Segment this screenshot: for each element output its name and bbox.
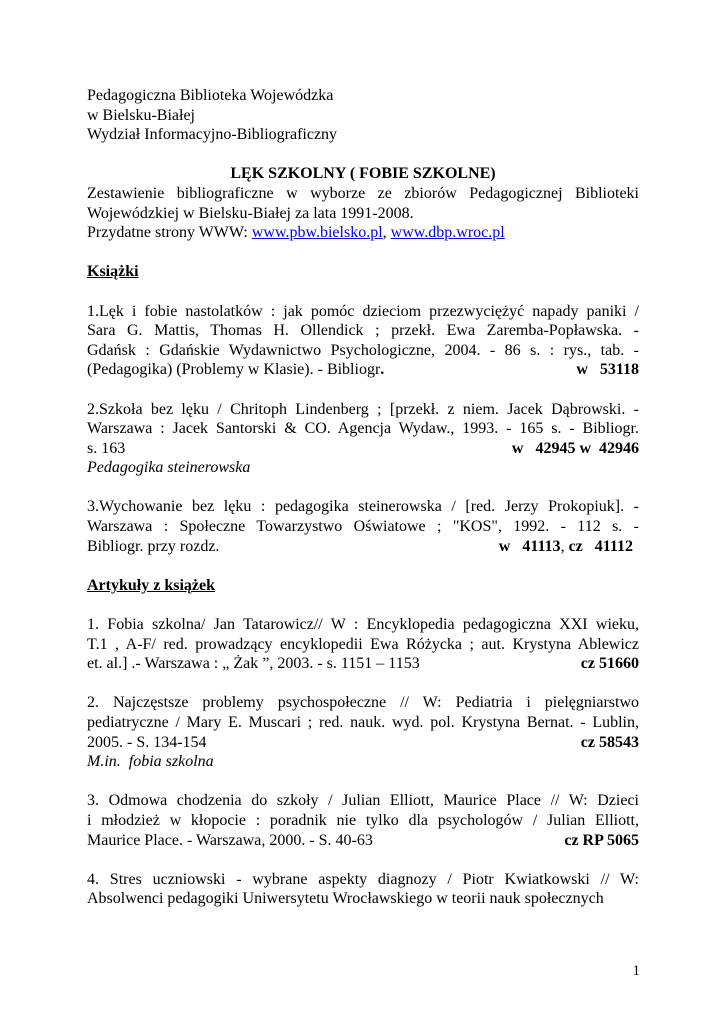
link-pbw[interactable]: www.pbw.bielsko.pl [251,224,383,242]
book-3-text: Bibliogr. przy rozdz. [87,537,220,555]
article-1-line-2: T.1 , A-F/ red. prowadzący encyklopedii Ewa Różycka ; aut. Krystyna Ablewicz [87,635,639,653]
book-entry-2 [87,400,639,478]
book-1-line-2: Sara G. Mattis, Thomas H. Ollendick ; przekł. Ewa Zaremba-Popławska. - [87,322,639,340]
article-entry-1 [87,615,639,674]
book-2-line-1: 2.Szkoła bez lęku / Chritoph Lindenberg ; [przekł. z niem. Jacek Dąbrowski. - [87,400,639,418]
article-3-line-3 [87,831,639,851]
intro-line-1: Zestawienie bibliograficzne w wyborze ze zbiorów Pedagogicznej Biblioteki [87,184,639,202]
article-2-line-1: 2. Najczęstsze problemy psychospołeczne // W: Pediatria i pielęgniarstwo [87,694,639,712]
book-1-line-3: Gdańsk : Gdańskie Wydawnictwo Psychologiczne, 2004. - 86 s. : rys., tab. - [87,341,639,359]
book-2-line-2: Warszawa : Jacek Santorski & CO. Agencja Wydaw., 1993. - 165 s. - Bibliogr. [87,420,639,438]
book-1-signature: w 53118 [576,361,639,379]
book-entry-1 [87,302,639,380]
institution-name: Pedagogiczna Biblioteka Wojewódzka [87,87,334,104]
section-articles-heading: Artykuły z książek [87,576,215,594]
book-1-text: (Pedagogika) (Problemy w Klasie). - Bibliogr [87,361,381,379]
book-1-line-4 [87,360,639,380]
page-number: 1 [632,963,640,979]
article-2-note: M.in. fobia szkolna [87,753,214,771]
book-2-text: s. 163 [87,439,126,457]
institution-city: w Bielsku-Białej [87,106,195,124]
article-entry-3 [87,791,639,850]
book-3-line-1: 3.Wychowanie bez lęku : pedagogika steinerowska / [red. Jerzy Prokopiuk]. - [87,498,639,516]
article-2-text: 2005. - S. 134-154 [87,733,207,751]
article-2-line-3 [87,733,639,753]
article-2-signature: cz 58543 [580,733,639,751]
www-prefix: Przydatne strony WWW: [87,224,252,242]
book-2-signature: w 42945 w 42946 [511,439,639,457]
article-entry-4 [87,870,639,909]
article-entry-2 [87,693,639,771]
book-3-line-2: Warszawa : Społeczne Towarzystwo Oświatowe ; "KOS", 1992. - 112 s. - [87,518,639,536]
article-4-line-2: Absolwenci pedagogiki Uniwersytetu Wrocławskiego w teorii nauk społecznych [87,890,604,908]
book-3-signature-sep: , [560,537,569,555]
article-1-line-1: 1. Fobia szkolna/ Jan Tatarowicz// W : Encyklopedia pedagogiczna XXI wieku, [87,616,639,634]
article-1-line-3 [87,654,639,674]
article-3-signature: cz RP 5065 [564,831,639,849]
link-separator: , [382,224,391,242]
book-2-note: Pedagogika steinerowska [87,459,251,477]
article-3-text: Maurice Place. - Warszawa, 2000. - S. 40-63 [87,831,373,849]
book-entry-3 [87,497,639,556]
book-3-signature-2: cz 41112 [568,537,633,555]
book-2-line-3 [87,439,639,459]
intro-line-2: Wojewódzkiej w Bielsku-Białej za lata 1991-2008. [87,204,414,222]
section-books-heading: Książki [87,263,139,281]
article-2-line-2: pediatryczne / Mary E. Muscari ; red. nauk. wyd. pol. Krystyna Bernat. - Lublin, [87,714,639,731]
book-1-line-1: 1.Lęk i fobie nastolatków : jak pomóc dzieciom przezwyciężyć napady paniki / [87,302,639,320]
document-page [87,86,639,909]
article-3-line-2: i młodzież w kłopocie : poradnik nie tylko dla psychologów / Julian Elliott, [87,811,639,829]
book-1-dot: . [380,361,385,379]
www-line [87,223,639,243]
book-3-line-3 [87,537,639,557]
article-1-signature: cz 51660 [580,655,639,673]
article-1-text: et. al.] .- Warszawa : „ Żak ”, 2003. - s. 1151 – 1153 [87,655,420,673]
link-dbp[interactable]: www.dbp.wroc.pl [390,224,505,242]
book-3-signature-1: w 41113 [498,537,561,555]
department-name: Wydział Informacyjno-Bibliograficzny [87,126,338,144]
document-title: LĘK SZKOLNY ( FOBIE SZKOLNE) [230,165,496,183]
article-3-line-1: 3. Odmowa chodzenia do szkoły / Julian Elliott, Maurice Place // W: Dzieci [87,792,639,810]
article-4-line-1: 4. Stres uczniowski - wybrane aspekty diagnozy / Piotr Kwiatkowski // W: [87,870,639,888]
